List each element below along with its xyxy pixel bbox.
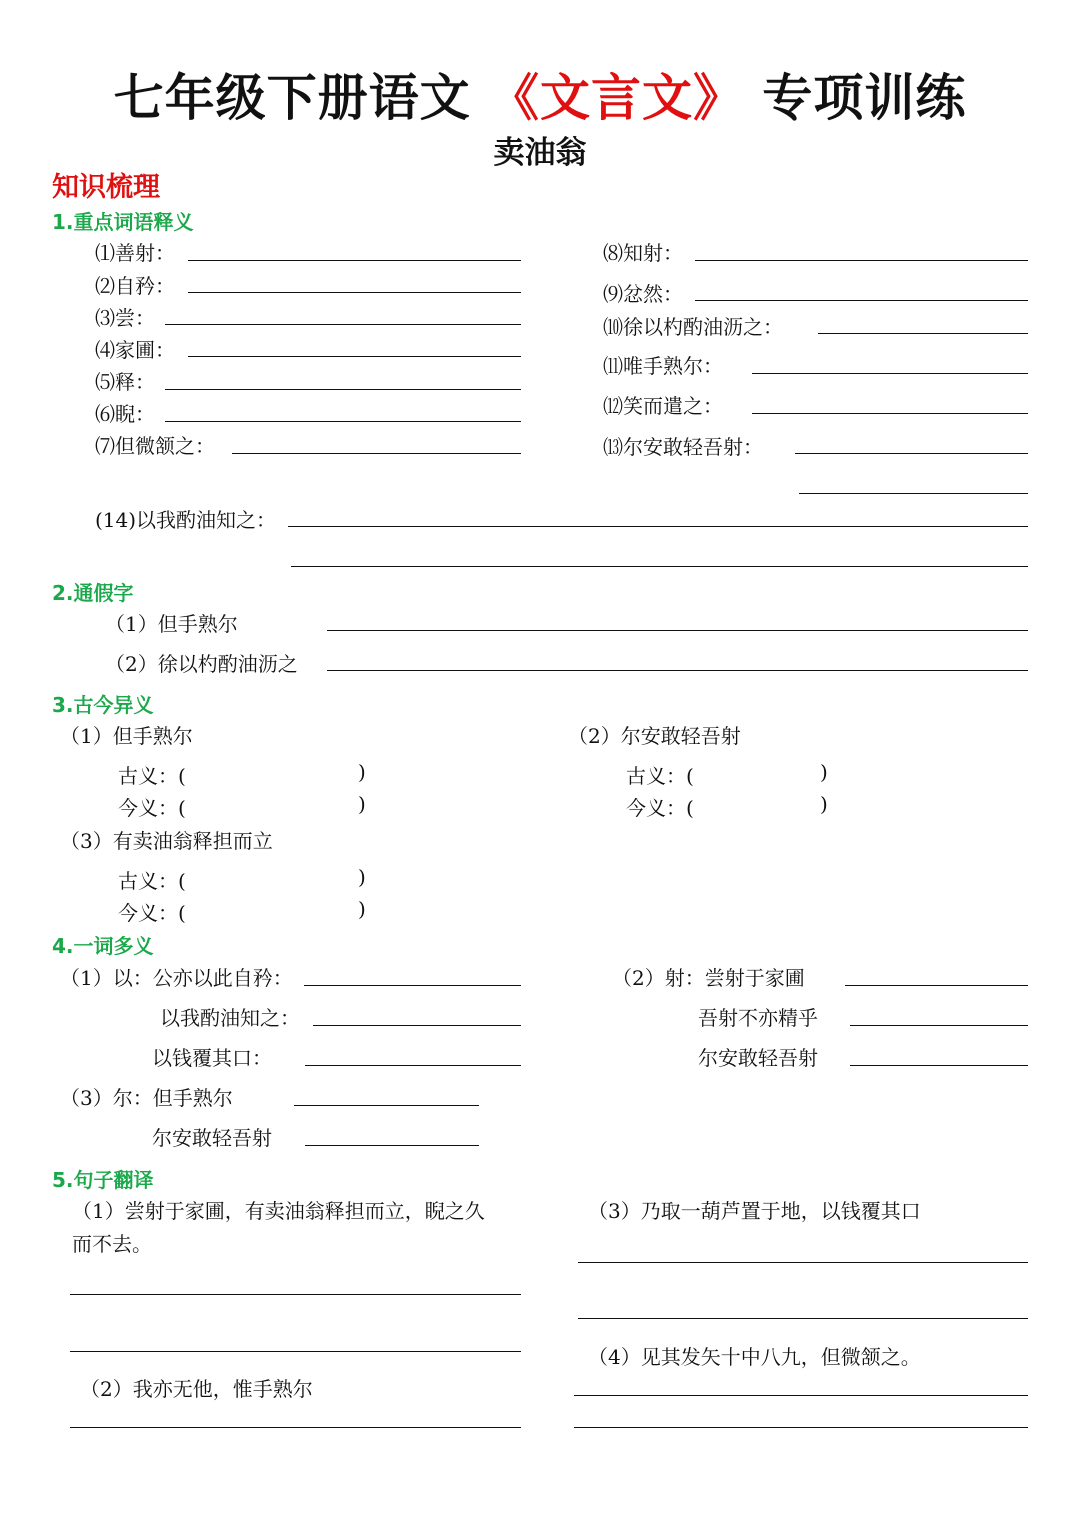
answer-line[interactable] xyxy=(291,566,1028,567)
answer-line[interactable] xyxy=(845,985,1028,986)
section-2-heading: 2.通假字 xyxy=(52,581,134,605)
translate-q1-line2: 而不去。 xyxy=(72,1232,152,1256)
answer-line[interactable] xyxy=(695,300,1028,301)
gujin-q2-jin: 今义：( xyxy=(626,796,694,820)
vocab-item-5: ⑸释： xyxy=(95,370,155,394)
answer-line[interactable] xyxy=(752,373,1028,374)
section-4-heading: 4.一词多义 xyxy=(52,934,154,958)
vocab-item-1: ⑴善射： xyxy=(95,241,175,265)
gujin-q3: （3）有卖油翁释担而立 xyxy=(60,829,273,853)
section-3-heading: 3.古今异义 xyxy=(52,693,154,717)
answer-line[interactable] xyxy=(818,333,1028,334)
gujin-q3-jin: 今义：( xyxy=(118,901,186,925)
answer-line[interactable] xyxy=(232,453,521,454)
section-knowledge: 知识梳理 xyxy=(52,172,160,203)
gujin-q1-gu: 古义：( xyxy=(118,764,186,788)
answer-line[interactable] xyxy=(578,1318,1028,1319)
vocab-item-9: ⑼忿然： xyxy=(603,282,683,306)
answer-line[interactable] xyxy=(165,324,521,325)
vocab-item-11: ⑾唯手熟尔： xyxy=(603,354,723,378)
vocab-item-3: ⑶尝： xyxy=(95,306,155,330)
translate-q2: （2）我亦无他，惟手熟尔 xyxy=(80,1377,313,1401)
gujin-q3-jin-close: ) xyxy=(358,897,366,921)
translate-q4: （4）见其发矢十中八九，但微颔之。 xyxy=(588,1345,921,1369)
answer-line[interactable] xyxy=(574,1395,1028,1396)
answer-line[interactable] xyxy=(188,260,521,261)
answer-line[interactable] xyxy=(70,1351,521,1352)
answer-line[interactable] xyxy=(288,526,1028,527)
vocab-item-7: ⑺但微颔之： xyxy=(95,434,215,458)
translate-q3: （3）乃取一葫芦置于地，以钱覆其口 xyxy=(588,1199,921,1223)
answer-line[interactable] xyxy=(165,421,521,422)
answer-line[interactable] xyxy=(305,1065,521,1066)
page-subtitle: 卖油翁 xyxy=(493,135,587,171)
duoyi-er-2: 尔安敢轻吾射 xyxy=(152,1126,272,1150)
answer-line[interactable] xyxy=(188,292,521,293)
vocab-item-14: (14)以我酌油知之： xyxy=(95,508,277,532)
answer-line[interactable] xyxy=(304,985,521,986)
vocab-item-13: ⒀尔安敢轻吾射： xyxy=(603,435,763,459)
gujin-q1-gu-close: ) xyxy=(358,760,366,784)
title-post: 专项训练 xyxy=(762,69,967,127)
gujin-q2: （2）尔安敢轻吾射 xyxy=(568,724,741,748)
answer-line[interactable] xyxy=(327,630,1028,631)
duoyi-er-1: （3）尔：但手熟尔 xyxy=(60,1086,233,1110)
translate-q1-line1: （1）尝射于家圃，有卖油翁释担而立，睨之久 xyxy=(72,1199,485,1223)
answer-line[interactable] xyxy=(752,413,1028,414)
gujin-q3-gu-close: ) xyxy=(358,865,366,889)
duoyi-she-2: 吾射不亦精乎 xyxy=(698,1006,818,1030)
answer-line[interactable] xyxy=(799,493,1028,494)
gujin-q3-gu: 古义：( xyxy=(118,869,186,893)
vocab-item-12: ⑿笑而遣之： xyxy=(603,394,723,418)
vocab-item-10: ⑽徐以杓酌油沥之： xyxy=(603,315,783,339)
answer-line[interactable] xyxy=(305,1145,479,1146)
answer-line[interactable] xyxy=(70,1294,521,1295)
gujin-q2-gu-close: ) xyxy=(820,760,828,784)
page-title xyxy=(0,58,1080,130)
answer-line[interactable] xyxy=(850,1065,1028,1066)
answer-line[interactable] xyxy=(695,260,1028,261)
section-5-heading: 5.句子翻译 xyxy=(52,1168,154,1192)
tongjia-item-2: （2）徐以杓酌油沥之 xyxy=(105,652,298,676)
gujin-q1-jin-close: ) xyxy=(358,792,366,816)
answer-line[interactable] xyxy=(327,670,1028,671)
gujin-q2-jin-close: ) xyxy=(820,792,828,816)
gujin-q1: （1）但手熟尔 xyxy=(60,724,193,748)
duoyi-yi-1: （1）以：公亦以此自矜： xyxy=(60,966,293,990)
answer-line[interactable] xyxy=(165,389,521,390)
answer-line[interactable] xyxy=(578,1262,1028,1263)
answer-line[interactable] xyxy=(850,1025,1028,1026)
answer-line[interactable] xyxy=(188,356,521,357)
vocab-item-2: ⑵自矜： xyxy=(95,274,175,298)
gujin-q1-jin: 今义：( xyxy=(118,796,186,820)
answer-line[interactable] xyxy=(70,1427,521,1428)
duoyi-she-3: 尔安敢轻吾射 xyxy=(698,1046,818,1070)
vocab-item-8: ⑻知射： xyxy=(603,241,683,265)
duoyi-yi-3: 以钱覆其口： xyxy=(152,1046,272,1070)
duoyi-she-1: （2）射：尝射于家圃 xyxy=(612,966,805,990)
answer-line[interactable] xyxy=(574,1427,1028,1428)
tongjia-item-1: （1）但手熟尔 xyxy=(105,612,238,636)
title-pre: 七年级下册语文 xyxy=(113,69,471,127)
vocab-item-6: ⑹睨： xyxy=(95,402,155,426)
answer-line[interactable] xyxy=(294,1105,479,1106)
answer-line[interactable] xyxy=(313,1025,521,1026)
vocab-item-4: ⑷家圃： xyxy=(95,338,175,362)
duoyi-yi-2: 以我酌油知之： xyxy=(160,1006,300,1030)
title-highlight: 《文言文》 xyxy=(489,69,744,127)
section-1-heading: 1.重点词语释义 xyxy=(52,210,194,234)
gujin-q2-gu: 古义：( xyxy=(626,764,694,788)
answer-line[interactable] xyxy=(795,453,1028,454)
